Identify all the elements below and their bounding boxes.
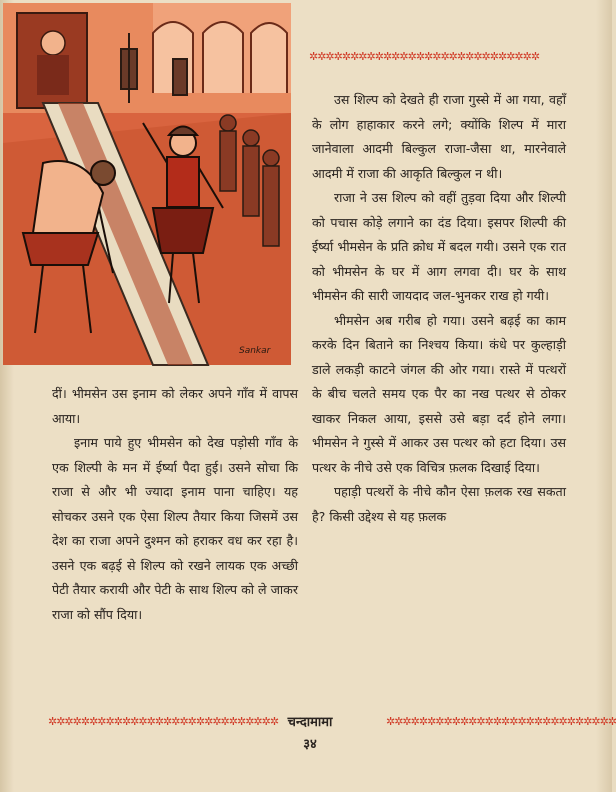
page-number: ३४ [303,737,317,752]
ornament-border-bottom-right: ✲✲✲✲✲✲✲✲✲✲✲✲✲✲✲✲✲✲✲✲✲✲✲✲✲✲✲✲ [386,715,616,728]
magazine-title: चन्दामामा [287,715,333,730]
paragraph: उस शिल्प को देखते ही राजा गुस्से में आ गया, वहाँ के लोग हाहाकार करने लगे; क्योंकि शिल्प में मारा जानेवाला आदमी बिल्कुल राजा-जैसा था, मारनेवाले आदमी में राजा की आकृति बिल्कुल न थी। [312,92,566,181]
ornament-border-top: ✲✲✲✲✲✲✲✲✲✲✲✲✲✲✲✲✲✲✲✲✲✲✲✲✲✲✲✲ [309,50,540,63]
paragraph: पहाड़ी पत्थरों के नीचे कौन ऐसा फ़लक रख सकता है? किसी उद्देश्य से यह फ़लक [312,484,566,524]
right-text-column [312,88,566,529]
paragraph: दीं। भीमसेन उस इनाम को लेकर अपने गाँव में वापस आया। [52,386,298,426]
court-scene-drawing [3,3,291,365]
paragraph: भीमसेन अब गरीब हो गया। उसने बढ़ई का काम करके दिन बिताने का निश्चय किया। कंधे पर कुल्हाड़ी डाले लकड़ी काटने जंगल की ओर गया। रास्ते में पत्थरों के बीच चलते समय एक पैर का नख पत्थर से ठोकर खाकर निकल आया, इससे उसे बड़ा दर्द होने लगा। भीमसेन ने गुस्से में आकर उस पत्थर को हटा दिया। उस पत्थर के नीचे उसे एक विचित्र फ़लक दिखाई दिया। [312,312,566,475]
story-illustration [3,3,291,365]
paragraph: राजा ने उस शिल्प को वहीं तुड़वा दिया और शिल्पी को पचास कोड़े लगाने का दंड दिया। इसपर शिल्पी की ईर्ष्या भीमसेन के प्रति क्रोध में बदल गयी। उसने एक रात को भीमसेन के घर में आग लगवा दी। घर के साथ भीमसेन की सारी जायदाद जल-भुनकर राख हो गयी। [312,190,566,303]
paragraph: इनाम पाये हुए भीमसेन को देख पड़ोसी गाँव के एक शिल्पी के मन में ईर्ष्या पैदा हुई। उसने सोचा कि राजा से और भी ज्यादा इनाम पाना चाहिए। यह सोचकर उसने एक ऐसा शिल्प तैयार किया जिसमें उस देश का राजा अपने दुश्मन को हराकर वध कर रहा है। उसने एक बढ़ई से शिल्प को रखने लायक एक अच्छी पेटी तैयार करायी और पेटी के साथ शिल्प को ले जाकर राजा को सौंप दिया। [52,435,298,622]
ornament-border-bottom-left: ✲✲✲✲✲✲✲✲✲✲✲✲✲✲✲✲✲✲✲✲✲✲✲✲✲✲✲✲ [48,715,279,728]
artist-signature: Sankar [239,346,271,356]
left-text-column [52,382,298,627]
